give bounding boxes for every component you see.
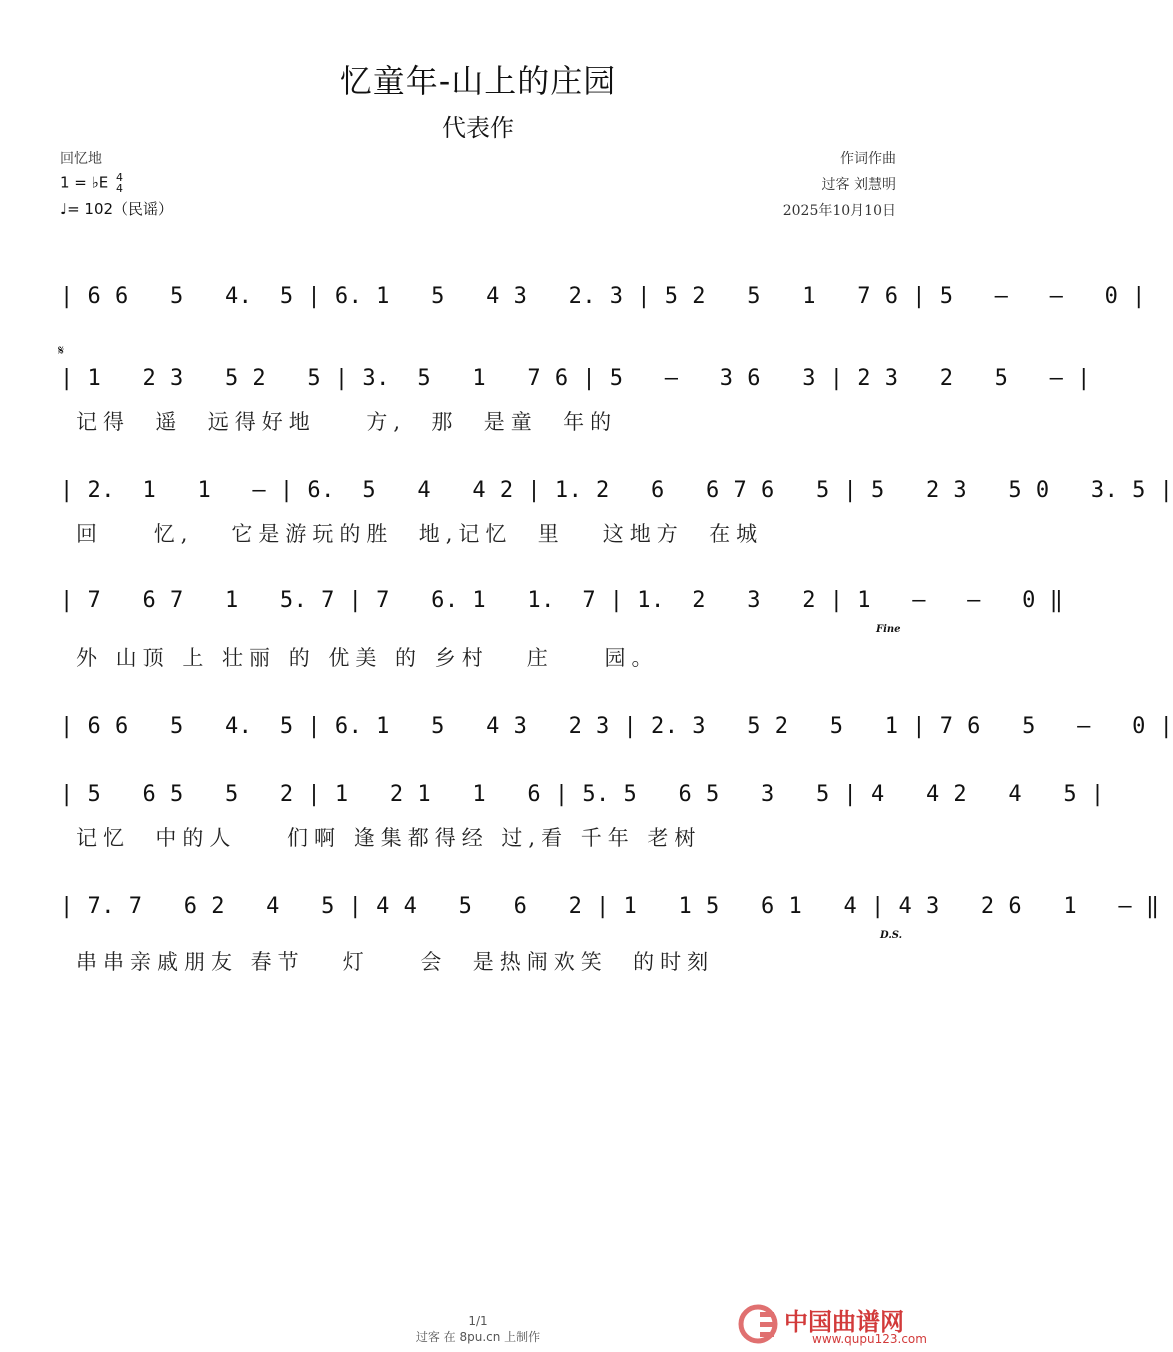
song-title: 忆童年-山上的庄园: [339, 62, 617, 100]
song-subtitle: 代表作: [442, 114, 514, 142]
score-system-3: | 2. 1 1 – | 6. 5 4 4 2 | 1. 2 6 6 7 6 5 | 5 2 3 5 0 3. 5 |: [60, 478, 1173, 503]
time-top: 4: [115, 171, 123, 184]
composer: 过客 刘慧明: [821, 177, 896, 193]
key-signature: [60, 172, 123, 194]
score-system-7: | 7. 7 6 2 4 5 | 4 4 5 6 2 | 1 1 5 6 1 4 | 4 3 2 6 1 – ‖: [60, 894, 1160, 919]
score-system-2: | 1 2 3 5 2 5 | 3. 5 1 7 6 | 5 – 3 6 3 | 2 3 2 5 – |: [60, 366, 1091, 391]
time-signature: [116, 172, 123, 194]
lyrics-system-3: 回 忆, 它是游玩的胜 地,记忆 里 这地方 在城: [76, 522, 764, 546]
lyrics-system-7: 串串亲戚朋友 春节 灯 会 是热闹欢笑 的时刻: [76, 950, 715, 974]
right-meta-line1: 作词作曲: [840, 151, 896, 167]
tempo-marking: ♩= 102（民谣）: [60, 200, 174, 218]
lyrics-system-2: 记得 遥 远得好地 方, 那 是童 年的: [76, 410, 618, 434]
logo-icon: [738, 1304, 778, 1344]
watermark-text: 中国曲谱网: [784, 1307, 904, 1336]
page-number: 1/1: [468, 1314, 488, 1328]
ds-mark: D.S.: [880, 930, 903, 941]
score-system-4: | 7 6 7 1 5. 7 | 7 6. 1 1. 7 | 1. 2 3 2 | 1 – – 0 ‖: [60, 588, 1064, 613]
lyrics-system-4: 外 山顶 上 壮丽 的 优美 的 乡村 庄 园。: [76, 646, 659, 670]
score-system-6: | 5 6 5 5 2 | 1 2 1 1 6 | 5. 5 6 5 3 5 | 4 4 2 4 5 |: [60, 782, 1105, 807]
footer-credit: 过客 在 8pu.cn 上制作: [415, 1330, 541, 1344]
score-system-5: | 6 6 5 4. 5 | 6. 1 5 4 3 2 3 | 2. 3 5 2 5 1 | 7 6 5 – 0 |: [60, 714, 1173, 739]
lyrics-system-6: 记忆 中的人 们啊 逢集都得经 过,看 千年 老树: [76, 826, 702, 850]
watermark-url: www.qupu123.com: [812, 1332, 927, 1346]
watermark-logo: [738, 1302, 948, 1348]
segno-mark: 𝄋: [58, 343, 65, 359]
fine-mark: Fine: [876, 624, 901, 635]
left-meta-line1: 回忆地: [60, 151, 102, 167]
key-text: 1 = ♭E: [60, 173, 109, 192]
date: 2025年10月10日: [782, 203, 896, 219]
score-system-1: | 6 6 5 4. 5 | 6. 1 5 4 3 2. 3 | 5 2 5 1 7 6 | 5 – – 0 |: [60, 284, 1146, 309]
time-bottom: 4: [115, 182, 123, 195]
